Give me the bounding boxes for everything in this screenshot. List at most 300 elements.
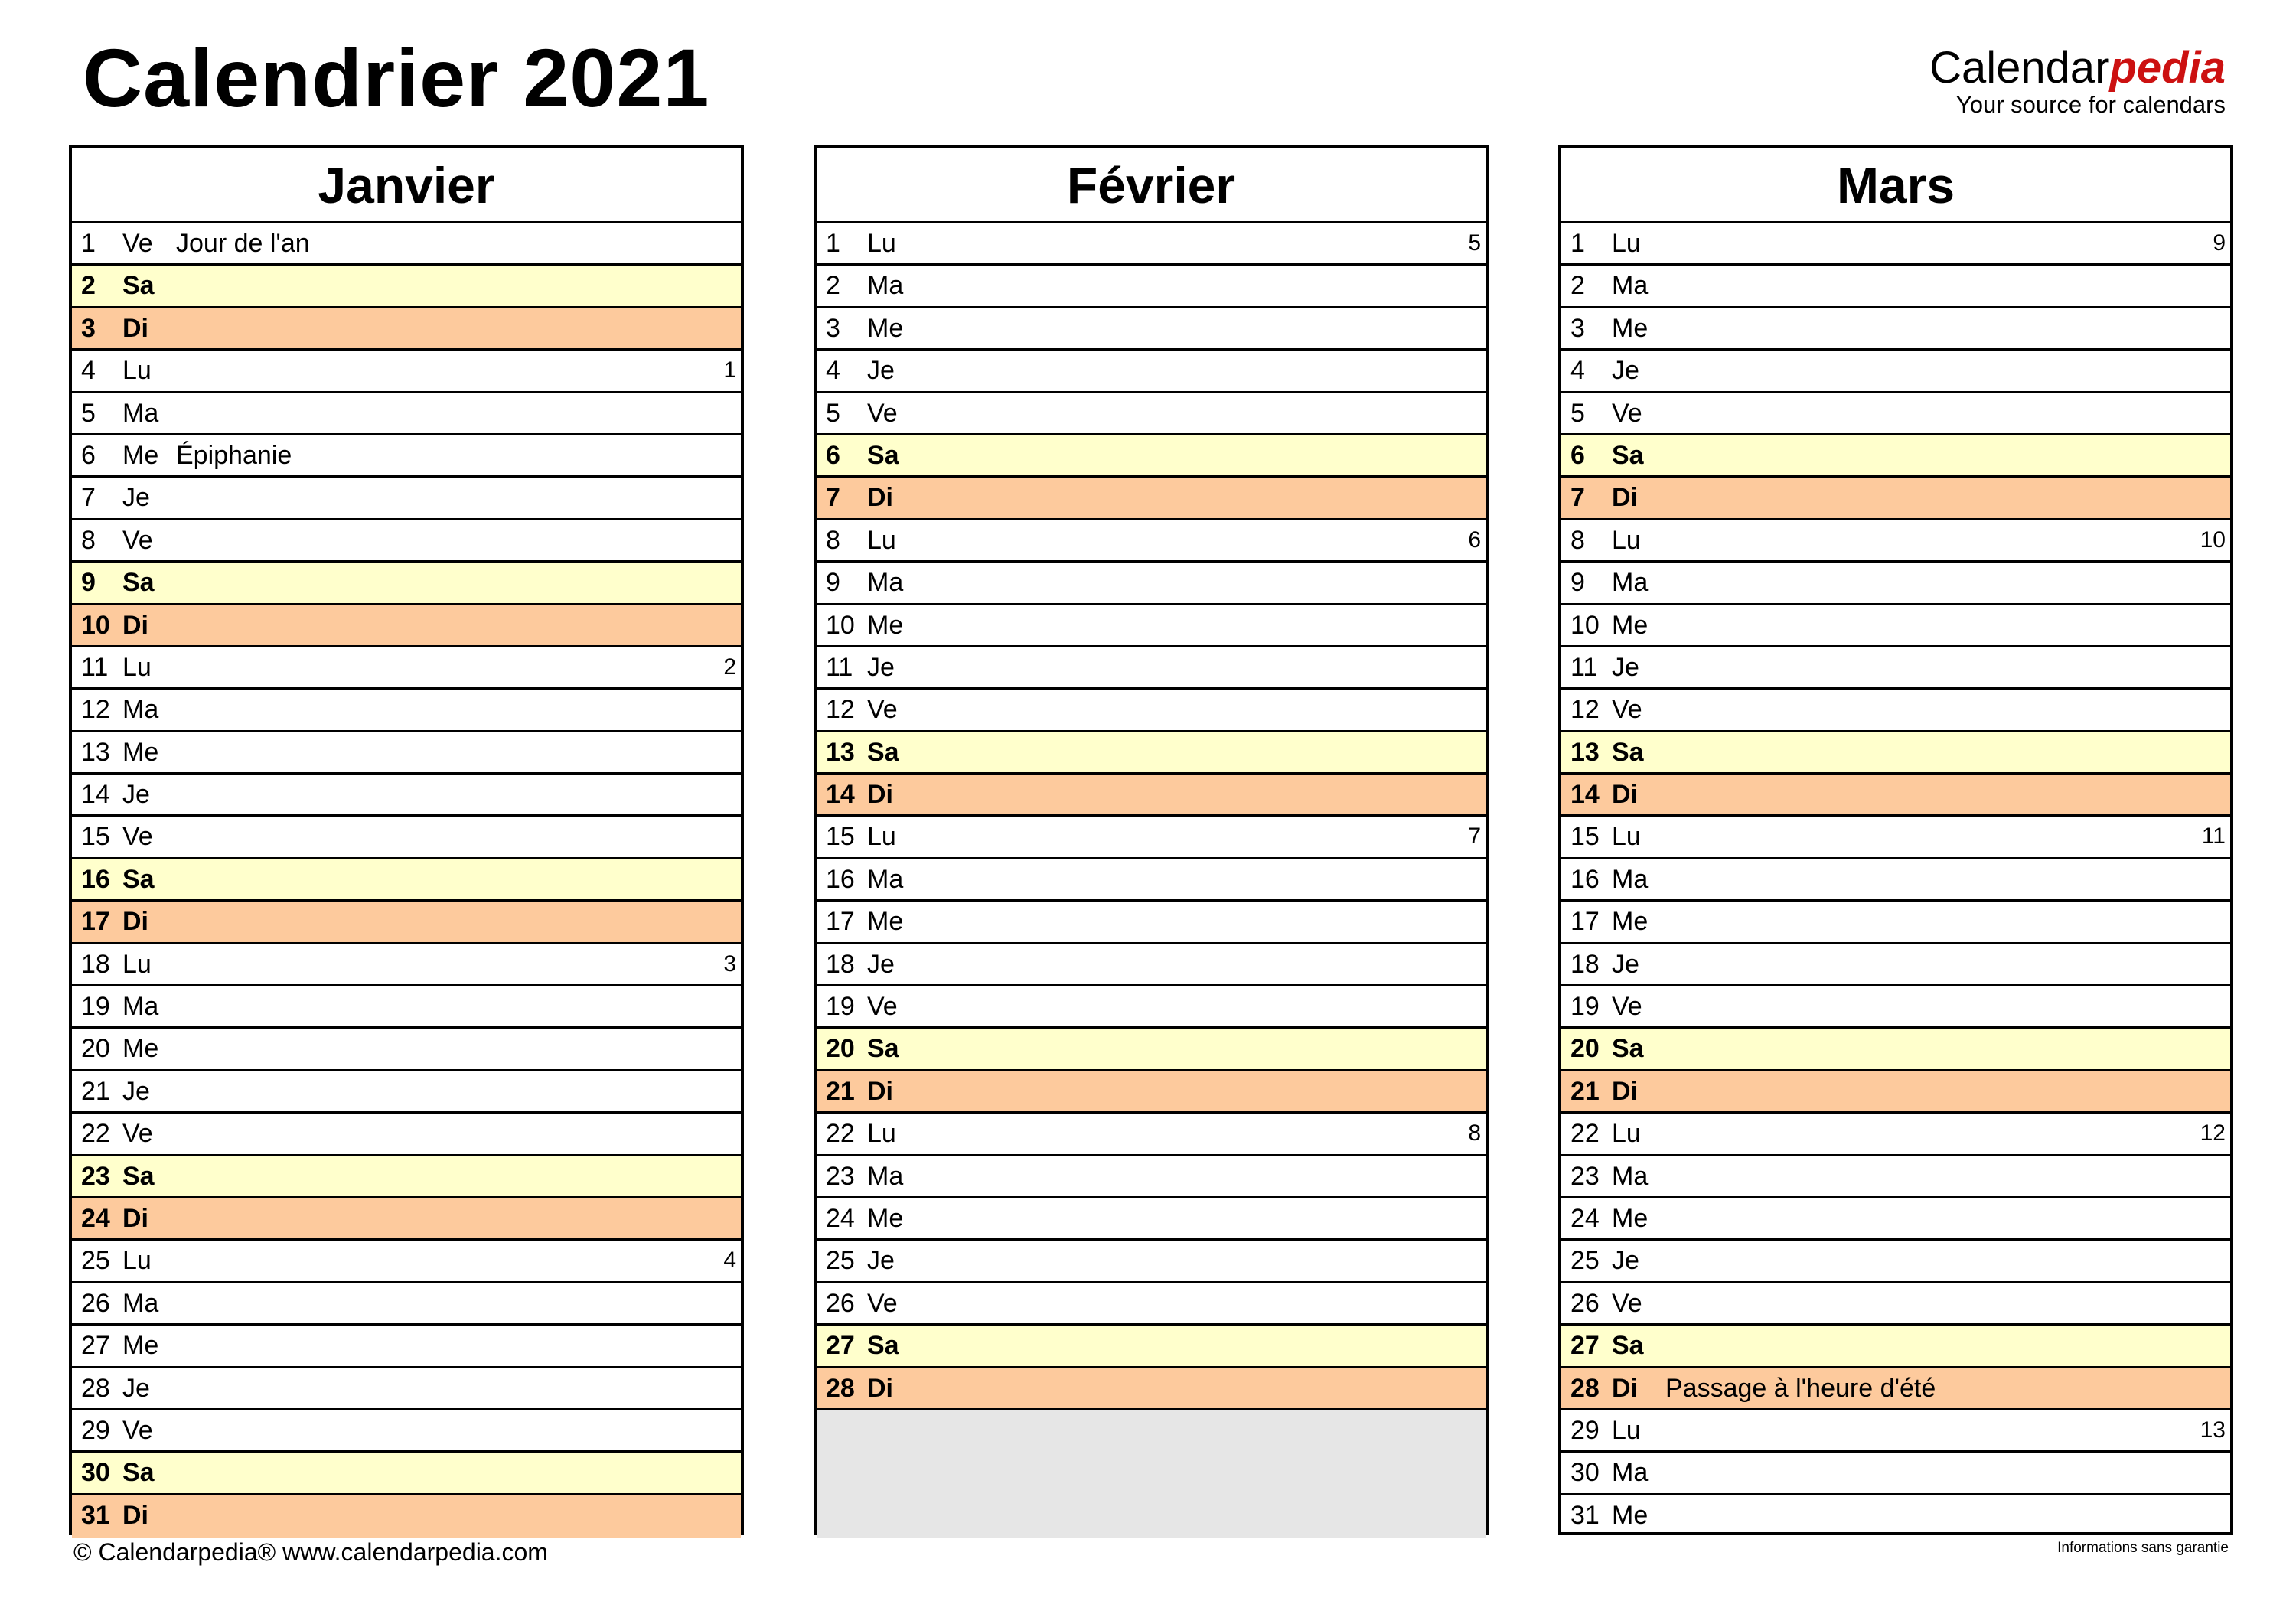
- day-row: [1561, 817, 2230, 859]
- day-number: 28: [826, 1373, 855, 1403]
- day-of-week: Ve: [1612, 992, 1642, 1022]
- empty-day-row: [817, 1410, 1486, 1453]
- day-number: 2: [81, 271, 96, 301]
- day-row: [72, 1495, 741, 1538]
- day-row: [72, 1114, 741, 1156]
- day-of-week: Je: [1612, 356, 1639, 386]
- day-number: 25: [1570, 1246, 1600, 1276]
- day-of-week: Ma: [122, 695, 159, 725]
- day-of-week: Lu: [1612, 1415, 1641, 1445]
- month-header: Mars: [1561, 148, 2230, 223]
- day-of-week: Sa: [122, 568, 155, 598]
- day-number: 6: [1570, 440, 1585, 470]
- day-row: [1561, 732, 2230, 775]
- day-number: 23: [826, 1161, 855, 1191]
- day-row: [72, 478, 741, 520]
- day-row: [1561, 1368, 2230, 1410]
- day-of-week: Je: [122, 780, 150, 810]
- day-row: [1561, 1453, 2230, 1495]
- day-of-week: Lu: [867, 525, 896, 555]
- day-event: Passage à l'heure d'été: [1665, 1373, 1936, 1403]
- day-number: 22: [1570, 1119, 1600, 1149]
- day-row: [72, 223, 741, 266]
- day-of-week: Me: [122, 1331, 159, 1361]
- day-row: [1561, 223, 2230, 266]
- day-row: [72, 1029, 741, 1071]
- empty-day-row: [817, 1495, 1486, 1538]
- day-row: [817, 1071, 1486, 1114]
- day-of-week: Di: [1612, 780, 1638, 810]
- day-row: [817, 647, 1486, 690]
- day-number: 22: [826, 1119, 855, 1149]
- day-row: [72, 1326, 741, 1368]
- day-number: 2: [826, 271, 840, 301]
- day-row: [72, 435, 741, 478]
- day-row: [72, 520, 741, 563]
- day-row: [72, 1241, 741, 1283]
- day-number: 24: [1570, 1203, 1600, 1233]
- day-event: Épiphanie: [176, 440, 292, 470]
- day-row: [817, 859, 1486, 902]
- day-of-week: Me: [867, 907, 904, 937]
- day-number: 6: [826, 440, 840, 470]
- day-of-week: Ma: [867, 568, 904, 598]
- day-of-week: Lu: [1612, 525, 1641, 555]
- day-number: 7: [826, 483, 840, 513]
- day-of-week: Ma: [867, 271, 904, 301]
- day-number: 25: [81, 1246, 110, 1276]
- day-of-week: Sa: [867, 440, 899, 470]
- day-number: 16: [1570, 864, 1600, 894]
- day-number: 10: [81, 610, 110, 640]
- day-of-week: Ve: [1612, 695, 1642, 725]
- day-row: [1561, 775, 2230, 817]
- day-row: [72, 1410, 741, 1453]
- month-january: [69, 145, 744, 1535]
- day-row: [817, 351, 1486, 393]
- day-number: 28: [81, 1373, 110, 1403]
- day-of-week: Me: [122, 440, 159, 470]
- day-number: 9: [826, 568, 840, 598]
- day-of-week: Di: [122, 610, 148, 640]
- day-row: [817, 1198, 1486, 1241]
- day-row: [72, 393, 741, 435]
- day-row: [817, 1283, 1486, 1326]
- day-of-week: Sa: [122, 1161, 155, 1191]
- day-number: 2: [1570, 271, 1585, 301]
- week-number: 12: [2200, 1120, 2226, 1146]
- day-row: [72, 775, 741, 817]
- day-row: [72, 1368, 741, 1410]
- day-of-week: Je: [122, 1076, 150, 1106]
- day-number: 20: [826, 1034, 855, 1064]
- logo-text: Calendar: [1929, 43, 2110, 93]
- day-number: 13: [826, 737, 855, 767]
- day-of-week: Lu: [122, 652, 152, 682]
- day-row: [817, 902, 1486, 944]
- day-of-week: Di: [867, 780, 893, 810]
- day-row: [817, 1114, 1486, 1156]
- day-number: 15: [81, 822, 110, 852]
- day-row: [1561, 266, 2230, 308]
- day-row: [72, 308, 741, 351]
- day-row: [72, 944, 741, 986]
- day-of-week: Sa: [867, 1034, 899, 1064]
- day-of-week: Di: [122, 907, 148, 937]
- day-of-week: Ve: [1612, 398, 1642, 428]
- day-number: 17: [826, 907, 855, 937]
- day-number: 31: [1570, 1500, 1600, 1530]
- day-number: 19: [826, 992, 855, 1022]
- day-of-week: Di: [1612, 483, 1638, 513]
- day-number: 31: [81, 1500, 110, 1530]
- day-of-week: Lu: [122, 1246, 152, 1276]
- logo-wordmark: [1929, 43, 2226, 93]
- day-row: [817, 817, 1486, 859]
- day-of-week: Di: [122, 1500, 148, 1530]
- day-of-week: Me: [1612, 907, 1649, 937]
- day-row: [817, 563, 1486, 605]
- day-number: 18: [1570, 949, 1600, 979]
- day-row: [817, 308, 1486, 351]
- empty-day-row: [817, 1453, 1486, 1495]
- day-number: 26: [1570, 1288, 1600, 1318]
- day-number: 5: [826, 398, 840, 428]
- week-number: 10: [2200, 527, 2226, 553]
- day-of-week: Sa: [122, 864, 155, 894]
- day-number: 11: [81, 652, 109, 682]
- day-number: 30: [81, 1458, 110, 1488]
- footer-disclaimer: Informations sans garantie: [2057, 1540, 2229, 1556]
- day-row: [72, 732, 741, 775]
- day-of-week: Me: [1612, 1203, 1649, 1233]
- day-number: 16: [826, 864, 855, 894]
- day-number: 14: [1570, 780, 1600, 810]
- day-row: [72, 1156, 741, 1198]
- day-of-week: Ma: [1612, 271, 1649, 301]
- day-row: [1561, 647, 2230, 690]
- day-row: [817, 266, 1486, 308]
- day-row: [817, 520, 1486, 563]
- day-row: [1561, 308, 2230, 351]
- day-of-week: Di: [867, 483, 893, 513]
- day-number: 9: [1570, 568, 1585, 598]
- day-row: [817, 944, 1486, 986]
- day-number: 29: [1570, 1415, 1600, 1445]
- day-of-week: Di: [1612, 1373, 1638, 1403]
- day-of-week: Sa: [867, 737, 899, 767]
- day-row: [72, 902, 741, 944]
- page-title: Calendrier 2021: [83, 31, 710, 124]
- day-of-week: Je: [867, 1246, 895, 1276]
- day-row: [817, 605, 1486, 647]
- day-number: 23: [1570, 1161, 1600, 1191]
- week-number: 8: [1468, 1120, 1481, 1146]
- day-of-week: Ma: [122, 992, 159, 1022]
- day-row: [817, 393, 1486, 435]
- day-of-week: Me: [122, 737, 159, 767]
- day-of-week: Sa: [1612, 1034, 1644, 1064]
- day-of-week: Je: [122, 483, 150, 513]
- day-number: 3: [826, 313, 840, 343]
- day-row: [1561, 690, 2230, 732]
- week-number: 11: [2201, 823, 2226, 850]
- day-row: [1561, 1029, 2230, 1071]
- day-number: 14: [81, 780, 110, 810]
- month-header: Janvier: [72, 148, 741, 223]
- footer-copyright: © Calendarpedia® www.calendarpedia.com: [73, 1538, 548, 1566]
- week-number: 9: [2213, 230, 2226, 256]
- week-number: 7: [1468, 823, 1481, 850]
- day-of-week: Ve: [867, 992, 898, 1022]
- day-of-week: Me: [1612, 1500, 1649, 1530]
- day-number: 4: [81, 356, 96, 386]
- day-row: [1561, 1326, 2230, 1368]
- day-number: 4: [1570, 356, 1585, 386]
- day-row: [1561, 1071, 2230, 1114]
- day-of-week: Ve: [1612, 1288, 1642, 1318]
- day-of-week: Je: [1612, 949, 1639, 979]
- day-of-week: Lu: [122, 949, 152, 979]
- day-of-week: Me: [1612, 313, 1649, 343]
- day-number: 15: [1570, 822, 1600, 852]
- day-row: [1561, 563, 2230, 605]
- day-row: [817, 732, 1486, 775]
- day-number: 27: [81, 1331, 110, 1361]
- day-of-week: Je: [1612, 1246, 1639, 1276]
- day-of-week: Ma: [122, 398, 159, 428]
- day-of-week: Sa: [1612, 1331, 1644, 1361]
- day-of-week: Sa: [1612, 737, 1644, 767]
- day-number: 8: [826, 525, 840, 555]
- day-row: [1561, 605, 2230, 647]
- day-number: 6: [81, 440, 96, 470]
- day-row: [1561, 1283, 2230, 1326]
- day-number: 25: [826, 1246, 855, 1276]
- day-row: [72, 351, 741, 393]
- day-row: [1561, 859, 2230, 902]
- day-of-week: Sa: [122, 1458, 155, 1488]
- day-row: [817, 1029, 1486, 1071]
- day-of-week: Ma: [122, 1288, 159, 1318]
- day-row: [1561, 1156, 2230, 1198]
- week-number: 6: [1468, 527, 1481, 553]
- day-number: 8: [81, 525, 96, 555]
- day-number: 13: [81, 737, 110, 767]
- week-number: 2: [723, 654, 736, 680]
- day-number: 5: [81, 398, 96, 428]
- day-of-week: Me: [1612, 610, 1649, 640]
- day-number: 26: [826, 1288, 855, 1318]
- week-number: 1: [723, 357, 736, 383]
- day-row: [817, 986, 1486, 1029]
- day-of-week: Ma: [867, 864, 904, 894]
- day-number: 8: [1570, 525, 1585, 555]
- month-march: [1558, 145, 2233, 1535]
- day-row: [817, 435, 1486, 478]
- day-number: 29: [81, 1415, 110, 1445]
- day-number: 1: [1570, 229, 1585, 258]
- day-number: 17: [1570, 907, 1600, 937]
- day-row: [817, 223, 1486, 266]
- day-of-week: Ve: [867, 695, 898, 725]
- day-number: 3: [81, 313, 96, 343]
- day-number: 27: [826, 1331, 855, 1361]
- day-list: [72, 223, 741, 1538]
- day-row: [72, 1283, 741, 1326]
- day-number: 12: [826, 695, 855, 725]
- week-number: 3: [723, 951, 736, 977]
- day-number: 7: [81, 483, 96, 513]
- day-number: 5: [1570, 398, 1585, 428]
- day-of-week: Lu: [867, 822, 896, 852]
- day-of-week: Me: [867, 610, 904, 640]
- day-row: [817, 775, 1486, 817]
- day-of-week: Sa: [1612, 440, 1644, 470]
- day-row: [1561, 478, 2230, 520]
- day-of-week: Me: [867, 313, 904, 343]
- day-row: [817, 690, 1486, 732]
- day-row: [817, 478, 1486, 520]
- day-number: 21: [826, 1076, 855, 1106]
- day-row: [72, 817, 741, 859]
- week-number: 4: [723, 1247, 736, 1273]
- day-of-week: Di: [867, 1076, 893, 1106]
- day-row: [72, 647, 741, 690]
- day-number: 20: [1570, 1034, 1600, 1064]
- day-of-week: Ma: [1612, 1458, 1649, 1488]
- logo-accent: pedia: [2109, 43, 2226, 93]
- day-of-week: Je: [867, 949, 895, 979]
- day-row: [72, 986, 741, 1029]
- week-number: 13: [2200, 1417, 2226, 1443]
- day-number: 12: [1570, 695, 1600, 725]
- day-number: 19: [81, 992, 110, 1022]
- day-number: 27: [1570, 1331, 1600, 1361]
- day-row: [1561, 435, 2230, 478]
- day-number: 4: [826, 356, 840, 386]
- day-of-week: Lu: [867, 1119, 896, 1149]
- day-of-week: Me: [867, 1203, 904, 1233]
- day-of-week: Ve: [867, 398, 898, 428]
- day-row: [72, 1453, 741, 1495]
- day-number: 18: [81, 949, 110, 979]
- day-row: [1561, 902, 2230, 944]
- day-number: 24: [826, 1203, 855, 1233]
- day-row: [72, 690, 741, 732]
- week-number: 5: [1468, 230, 1481, 256]
- day-number: 13: [1570, 737, 1600, 767]
- day-of-week: Ve: [867, 1288, 898, 1318]
- day-number: 11: [826, 652, 853, 682]
- month-header: Février: [817, 148, 1486, 223]
- day-number: 1: [81, 229, 96, 258]
- day-number: 22: [81, 1119, 110, 1149]
- day-row: [1561, 1410, 2230, 1453]
- day-row: [1561, 944, 2230, 986]
- day-row: [817, 1326, 1486, 1368]
- day-of-week: Sa: [867, 1331, 899, 1361]
- day-of-week: Me: [122, 1034, 159, 1064]
- day-number: 19: [1570, 992, 1600, 1022]
- day-number: 1: [826, 229, 840, 258]
- day-number: 9: [81, 568, 96, 598]
- day-of-week: Di: [867, 1373, 893, 1403]
- day-number: 21: [1570, 1076, 1600, 1106]
- day-number: 18: [826, 949, 855, 979]
- day-list: [817, 223, 1486, 1538]
- day-number: 11: [1570, 652, 1598, 682]
- day-number: 10: [1570, 610, 1600, 640]
- day-row: [817, 1156, 1486, 1198]
- day-row: [1561, 393, 2230, 435]
- day-row: [72, 605, 741, 647]
- day-number: 15: [826, 822, 855, 852]
- day-number: 17: [81, 907, 110, 937]
- day-of-week: Ve: [122, 1415, 153, 1445]
- day-of-week: Ve: [122, 229, 153, 258]
- day-of-week: Je: [1612, 652, 1639, 682]
- day-of-week: Ma: [1612, 1161, 1649, 1191]
- day-number: 12: [81, 695, 110, 725]
- day-row: [817, 1241, 1486, 1283]
- day-number: 24: [81, 1203, 110, 1233]
- day-of-week: Ma: [1612, 864, 1649, 894]
- day-row: [817, 1368, 1486, 1410]
- day-event: Jour de l'an: [176, 229, 310, 258]
- day-row: [72, 1198, 741, 1241]
- day-number: 28: [1570, 1373, 1600, 1403]
- day-number: 10: [826, 610, 855, 640]
- day-of-week: Je: [867, 652, 895, 682]
- day-of-week: Ma: [1612, 568, 1649, 598]
- day-row: [72, 1071, 741, 1114]
- day-row: [1561, 1495, 2230, 1538]
- day-number: 7: [1570, 483, 1585, 513]
- day-row: [1561, 1114, 2230, 1156]
- day-number: 14: [826, 780, 855, 810]
- day-of-week: Ve: [122, 822, 153, 852]
- day-of-week: Di: [122, 313, 148, 343]
- day-of-week: Di: [1612, 1076, 1638, 1106]
- day-number: 16: [81, 864, 110, 894]
- day-number: 30: [1570, 1458, 1600, 1488]
- day-row: [1561, 986, 2230, 1029]
- day-of-week: Ve: [122, 525, 153, 555]
- day-row: [1561, 520, 2230, 563]
- day-row: [1561, 1241, 2230, 1283]
- day-row: [72, 266, 741, 308]
- day-of-week: Lu: [1612, 1119, 1641, 1149]
- day-of-week: Lu: [1612, 229, 1641, 258]
- day-of-week: Sa: [122, 271, 155, 301]
- day-of-week: Je: [867, 356, 895, 386]
- day-of-week: Lu: [867, 229, 896, 258]
- day-of-week: Je: [122, 1373, 150, 1403]
- day-of-week: Lu: [1612, 822, 1641, 852]
- day-row: [72, 859, 741, 902]
- day-of-week: Ve: [122, 1119, 153, 1149]
- day-number: 20: [81, 1034, 110, 1064]
- day-of-week: Di: [122, 1203, 148, 1233]
- logo-tagline: Your source for calendars: [1955, 91, 2226, 118]
- day-number: 23: [81, 1161, 110, 1191]
- calendarpedia-logo[interactable]: [1929, 43, 2226, 118]
- day-number: 26: [81, 1288, 110, 1318]
- day-row: [72, 563, 741, 605]
- month-february: [814, 145, 1489, 1535]
- day-number: 3: [1570, 313, 1585, 343]
